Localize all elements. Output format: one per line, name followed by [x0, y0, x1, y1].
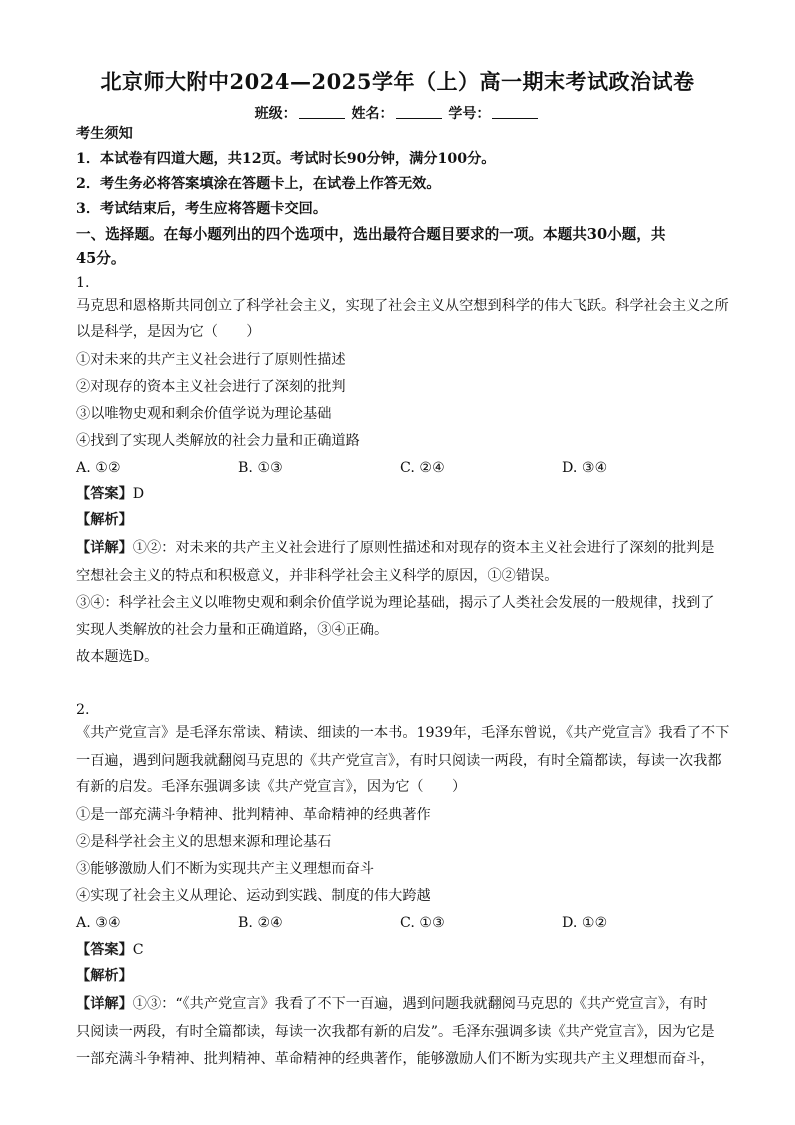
q2-detail-line-2: 只阅读一两段，有时全篇都读，每读一次我都有新的启发”。毛泽东强调多读《共产党宣言》，因为它是 — [76, 1024, 715, 1040]
student-info-line — [0, 103, 795, 123]
page-title: 北京师大附中2024—2025学年（上）高一期末考试政治试卷 — [100, 69, 695, 94]
name-label: 姓名： — [351, 106, 394, 122]
q2-detail-line-3: 一部充满斗争精神、批判精神、革命精神的经典著作，能够激励人们不断为实现共产主义理想而奋斗， — [76, 1051, 715, 1067]
q2-item-3: ③能够激励人们不断为实现共产主义理想而奋斗 — [76, 861, 374, 877]
q2-detail-line-1: 【详解】①③：“《共产党宣言》我看了不下一百遍，遇到问题我就翻阅马克思的《共产党宣言》，有时 — [76, 996, 708, 1012]
q2-analysis-label: 【解析】 — [76, 968, 133, 984]
id-blank — [492, 106, 538, 119]
q1-option-a: A. ①② — [76, 460, 121, 476]
q2-option-b: B. ②④ — [238, 915, 283, 931]
q1-option-c: C. ②④ — [400, 460, 445, 476]
q1-item-1: ①对未来的共产主义社会进行了原则性描述 — [76, 352, 346, 368]
q1-item-4: ④找到了实现人类解放的社会力量和正确道路 — [76, 433, 360, 449]
name-blank — [396, 106, 442, 119]
q1-detail-line-4: 实现人类解放的社会力量和正确道路，③④正确。 — [76, 622, 389, 638]
q2-item-1: ①是一部充满斗争精神、批判精神、革命精神的经典著作 — [76, 807, 431, 823]
id-label: 学号： — [448, 106, 491, 122]
q1-option-d: D. ③④ — [562, 460, 608, 476]
q1-stem-line-2: 以是科学，是因为它（ ） — [76, 324, 261, 340]
q1-item-2: ②对现存的资本主义社会进行了深刻的批判 — [76, 379, 346, 395]
q1-item-3: ③以唯物史观和剩余价值学说为理论基础 — [76, 406, 332, 422]
section-heading-line-1: 一、选择题。在每小题列出的四个选项中，选出最符合题目要求的一项。本题共30小题，共 — [76, 226, 666, 243]
notice-item-1: 1．本试卷有四道大题，共12页。考试时长90分钟，满分100分。 — [76, 151, 496, 167]
q1-stem-line-1: 马克思和恩格斯共同创立了科学社会主义，实现了社会主义从空想到科学的伟大飞跃。科学社会主义之所 — [76, 298, 729, 314]
q2-option-a: A. ③④ — [76, 915, 121, 931]
q1-detail-line-3: ③④：科学社会主义以唯物史观和剩余价值学说为理论基础，揭示了人类社会发展的一般规律，找到了 — [76, 595, 715, 611]
q1-option-b: B. ①③ — [238, 460, 283, 476]
class-blank — [299, 106, 345, 119]
q1-analysis-label: 【解析】 — [76, 512, 133, 528]
notice-item-2: 2．考生务必将答案填涂在答题卡上，在试卷上作答无效。 — [76, 176, 441, 192]
q1-detail-line-1: 【详解】①②：对未来的共产主义社会进行了原则性描述和对现存的资本主义社会进行了深刻的批判是 — [76, 540, 715, 556]
q2-stem-line-3: 有新的启发。毛泽东强调多读《共产党宣言》，因为它（ ） — [76, 779, 467, 795]
q2-number: 2. — [76, 702, 90, 718]
q1-conclusion: 故本题选D。 — [76, 649, 159, 665]
q2-stem-line-2: 一百遍，遇到问题我就翻阅马克思的《共产党宣言》，有时只阅读一两段，有时全篇都读，每读一次我都 — [76, 753, 722, 769]
class-label: 班级： — [254, 106, 297, 122]
notice-heading: 考生须知 — [76, 126, 133, 142]
q1-number: 1. — [76, 275, 90, 291]
notice-item-3: 3．考试结束后，考生应将答题卡交回。 — [76, 201, 328, 217]
q2-stem-line-1: 《共产党宣言》是毛泽东常读、精读、细读的一本书。1939年，毛泽东曾说，《共产党宣言》我看了不下 — [76, 725, 730, 741]
q2-answer: 【答案】C — [76, 942, 144, 958]
q2-option-d: D. ①② — [562, 915, 608, 931]
q2-item-2: ②是科学社会主义的思想来源和理论基石 — [76, 834, 332, 850]
q1-detail-line-2: 空想社会主义的特点和积极意义，并非科学社会主义科学的原因，①②错误。 — [76, 568, 559, 584]
q1-answer: 【答案】D — [76, 486, 145, 502]
q2-option-c: C. ①③ — [400, 915, 445, 931]
section-heading-line-2: 45分。 — [76, 250, 126, 267]
q2-item-4: ④实现了社会主义从理论、运动到实践、制度的伟大跨越 — [76, 888, 431, 904]
